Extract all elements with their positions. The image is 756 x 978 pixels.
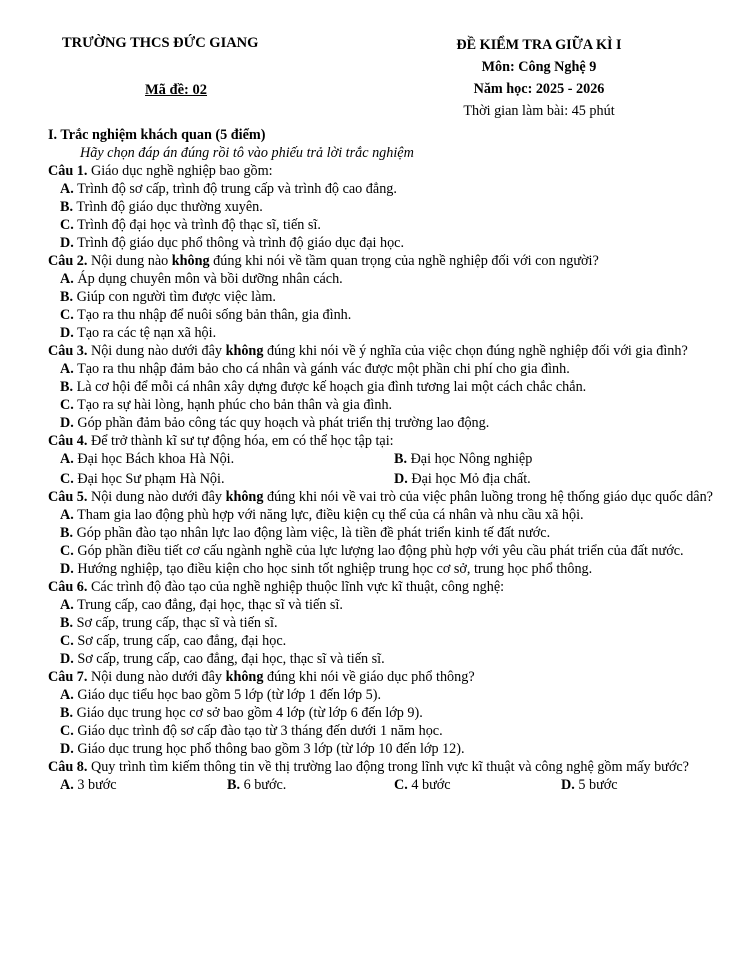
- question-8: Câu 8. Quy trình tìm kiếm thông tin về thị trường lao động trong lĩnh vực kĩ thuật và công nghệ gồm mấy bước? A. 3 bước B. 6 bước. C. 4 bước D. 5 bước: [48, 758, 728, 794]
- option-b: B. Đại học Nông nghiệp: [394, 451, 533, 467]
- option-c: C. Tạo ra sự hài lòng, hạnh phúc cho bản thân và gia đình.: [60, 397, 393, 413]
- option-a: A. Tham gia lao động phù hợp với năng lực, điều kiện cụ thể của cá nhân và nhu cầu xã hội.: [60, 507, 584, 523]
- option-d: D. Đại học Mỏ địa chất.: [394, 471, 531, 487]
- option-b: B. Giúp con người tìm được việc làm.: [60, 289, 276, 305]
- section-title: I. Trắc nghiệm khách quan (5 điểm): [48, 127, 266, 143]
- option-c: C. Góp phần điều tiết cơ cấu ngành nghề của lực lượng lao động phù hợp với yêu cầu phát triển của đất nước.: [60, 543, 684, 559]
- option-c: C. 4 bước: [394, 777, 451, 793]
- option-d: D. 5 bước: [561, 777, 618, 793]
- section-instruction: Hãy chọn đáp án đúng rồi tô vào phiếu trả lời trắc nghiệm: [80, 145, 414, 161]
- option-b: B. Góp phần đào tạo nhân lực lao động làm việc, là tiền đề phát triển kinh tế đất nước.: [60, 525, 551, 541]
- option-b: B. Sơ cấp, trung cấp, thạc sĩ và tiến sĩ.: [60, 615, 278, 631]
- school-name: TRƯỜNG THCS ĐỨC GIANG: [62, 35, 259, 51]
- option-d: D. Giáo dục trung học phổ thông bao gồm 3 lớp (từ lớp 10 đến lớp 12).: [60, 741, 465, 757]
- question-6: Câu 6. Các trình độ đào tạo của nghề nghiệp thuộc lĩnh vực kĩ thuật, công nghệ: A. Trung cấp, cao đẳng, đại học, thạc sĩ và tiến sĩ. B. Sơ cấp, trung cấp, thạc sĩ và tiến sĩ. C. Sơ cấp, trung cấp, cao đẳng, đại học. D. Sơ cấp, trung cấp, cao đẳng, đại học, thạc sĩ và tiến sĩ.: [48, 578, 728, 668]
- option-d: D. Hướng nghiệp, tạo điều kiện cho học sinh tốt nghiệp trung học cơ sở, trung học phổ thông.: [60, 561, 593, 577]
- option-a: A. Đại học Bách khoa Hà Nội.: [60, 451, 235, 467]
- exam-title: ĐỀ KIỂM TRA GIỮA KÌ I: [456, 37, 622, 53]
- option-a: A. 3 bước: [60, 777, 117, 793]
- question-text: Giáo dục nghề nghiệp bao gồm:: [90, 163, 273, 179]
- option-a: A. Trung cấp, cao đẳng, đại học, thạc sĩ và tiến sĩ.: [60, 597, 343, 613]
- option-b: B. Giáo dục trung học cơ sở bao gồm 4 lớp (từ lớp 6 đến lớp 9).: [60, 705, 423, 721]
- option-a: A. Giáo dục tiểu học bao gồm 5 lớp (từ lớp 1 đến lớp 5).: [60, 687, 381, 703]
- exam-content: [48, 126, 728, 794]
- option-b: B. 6 bước.: [227, 777, 287, 793]
- question-2: Câu 2. Nội dung nào không đúng khi nói về tầm quan trọng của nghề nghiệp đối với con người? A. Áp dụng chuyên môn và bồi dưỡng nhân cách. B. Giúp con người tìm được việc làm. C. Tạo ra thu nhập để nuôi sống bản thân, gia đình. D. Tạo ra các tệ nạn xã hội.: [48, 252, 728, 342]
- exam-school-year: Năm học: 2025 - 2026: [473, 81, 605, 97]
- option-c: C. Sơ cấp, trung cấp, cao đẳng, đại học.: [60, 633, 287, 649]
- option-d: D. Góp phần đảm bảo công tác quy hoạch và phát triển thị trường lao động.: [60, 415, 490, 431]
- question-5: Câu 5. Nội dung nào dưới đây không đúng khi nói về vai trò của việc phân luồng trong hệ thống giáo dục quốc dân? A. Tham gia lao động phù hợp với năng lực, điều kiện cụ thể của cá nhân và nhu cầu xã hội. B. Góp phần đào tạo nhân lực lao động làm việc, là tiền đề phát triển kinh tế đất nước. C. Góp phần điều tiết cơ cấu ngành nghề của lực lượng lao động phù hợp với yêu cầu phát triển của đất nước. D. Hướng nghiệp, tạo điều kiện cho học sinh tốt nghiệp trung học cơ sở, trung học phổ thông.: [48, 488, 728, 578]
- option-d: D. Sơ cấp, trung cấp, cao đẳng, đại học, thạc sĩ và tiến sĩ.: [60, 651, 385, 667]
- question-7: Câu 7. Nội dung nào dưới đây không đúng khi nói về giáo dục phổ thông? A. Giáo dục tiểu học bao gồm 5 lớp (từ lớp 1 đến lớp 5). B. Giáo dục trung học cơ sở bao gồm 4 lớp (từ lớp 6 đến lớp 9). C. Giáo dục trình độ sơ cấp đào tạo từ 3 tháng đến dưới 1 năm học. D. Giáo dục trung học phổ thông bao gồm 3 lớp (từ lớp 10 đến lớp 12).: [48, 668, 728, 758]
- question-4: Câu 4. Để trở thành kĩ sư tự động hóa, em có thể học tập tại: A. Đại học Bách khoa Hà Nội. B. Đại học Nông nghiệp C. Đại học Sư phạm Hà Nội. D. Đại học Mỏ địa chất.: [48, 432, 728, 488]
- option-b: B. Trình độ giáo dục thường xuyên.: [60, 199, 263, 215]
- question-number: Câu 5.: [48, 489, 88, 505]
- question-number: Câu 3.: [48, 343, 88, 359]
- exam-subject: Môn: Công Nghệ 9: [481, 59, 597, 75]
- option-b: B. Là cơ hội để mỗi cá nhân xây dựng được kế hoạch gia đình tương lai một cách chắc chắn.: [60, 379, 587, 395]
- question-3: Câu 3. Nội dung nào dưới đây không đúng khi nói về ý nghĩa của việc chọn đúng nghề nghiệp đối với gia đình? A. Tạo ra thu nhập đảm bảo cho cá nhân và gánh vác được một phần chi phí cho gia đình. B. Là cơ hội để mỗi cá nhân xây dựng được kế hoạch gia đình tương lai một cách chắc chắn. C. Tạo ra sự hài lòng, hạnh phúc cho bản thân và gia đình. D. Góp phần đảm bảo công tác quy hoạch và phát triển thị trường lao động.: [48, 342, 728, 432]
- question-number: Câu 8.: [48, 759, 88, 775]
- option-d: D. Tạo ra các tệ nạn xã hội.: [60, 325, 217, 341]
- question-1: [48, 162, 728, 252]
- option-d: D. Trình độ giáo dục phổ thông và trình độ giáo dục đại học.: [60, 235, 405, 251]
- exam-header: [0, 0, 756, 122]
- question-number: Câu 4.: [48, 433, 88, 449]
- option-c: C. Giáo dục trình độ sơ cấp đào tạo từ 3 tháng đến dưới 1 năm học.: [60, 723, 443, 739]
- exam-duration: Thời gian làm bài: 45 phút: [463, 103, 615, 119]
- option-a: A. Áp dụng chuyên môn và bồi dưỡng nhân cách.: [60, 271, 343, 287]
- exam-heading-block: [420, 34, 658, 122]
- question-number: Câu 7.: [48, 669, 88, 685]
- option-c: C. Tạo ra thu nhập để nuôi sống bản thân, gia đình.: [60, 307, 352, 323]
- option-a: A. Tạo ra thu nhập đảm bảo cho cá nhân và gánh vác được một phần chi phí cho gia đình.: [60, 361, 570, 377]
- exam-code: Mã đề: 02: [145, 82, 208, 98]
- question-number: Câu 2.: [48, 253, 88, 269]
- option-c: C. Đại học Sư phạm Hà Nội.: [60, 471, 225, 487]
- option-c: C. Trình độ đại học và trình độ thạc sĩ, tiến sĩ.: [60, 217, 321, 233]
- option-a: A. Trình độ sơ cấp, trình độ trung cấp và trình độ cao đẳng.: [60, 181, 397, 197]
- question-number: Câu 6.: [48, 579, 88, 595]
- question-number: Câu 1.: [48, 163, 88, 179]
